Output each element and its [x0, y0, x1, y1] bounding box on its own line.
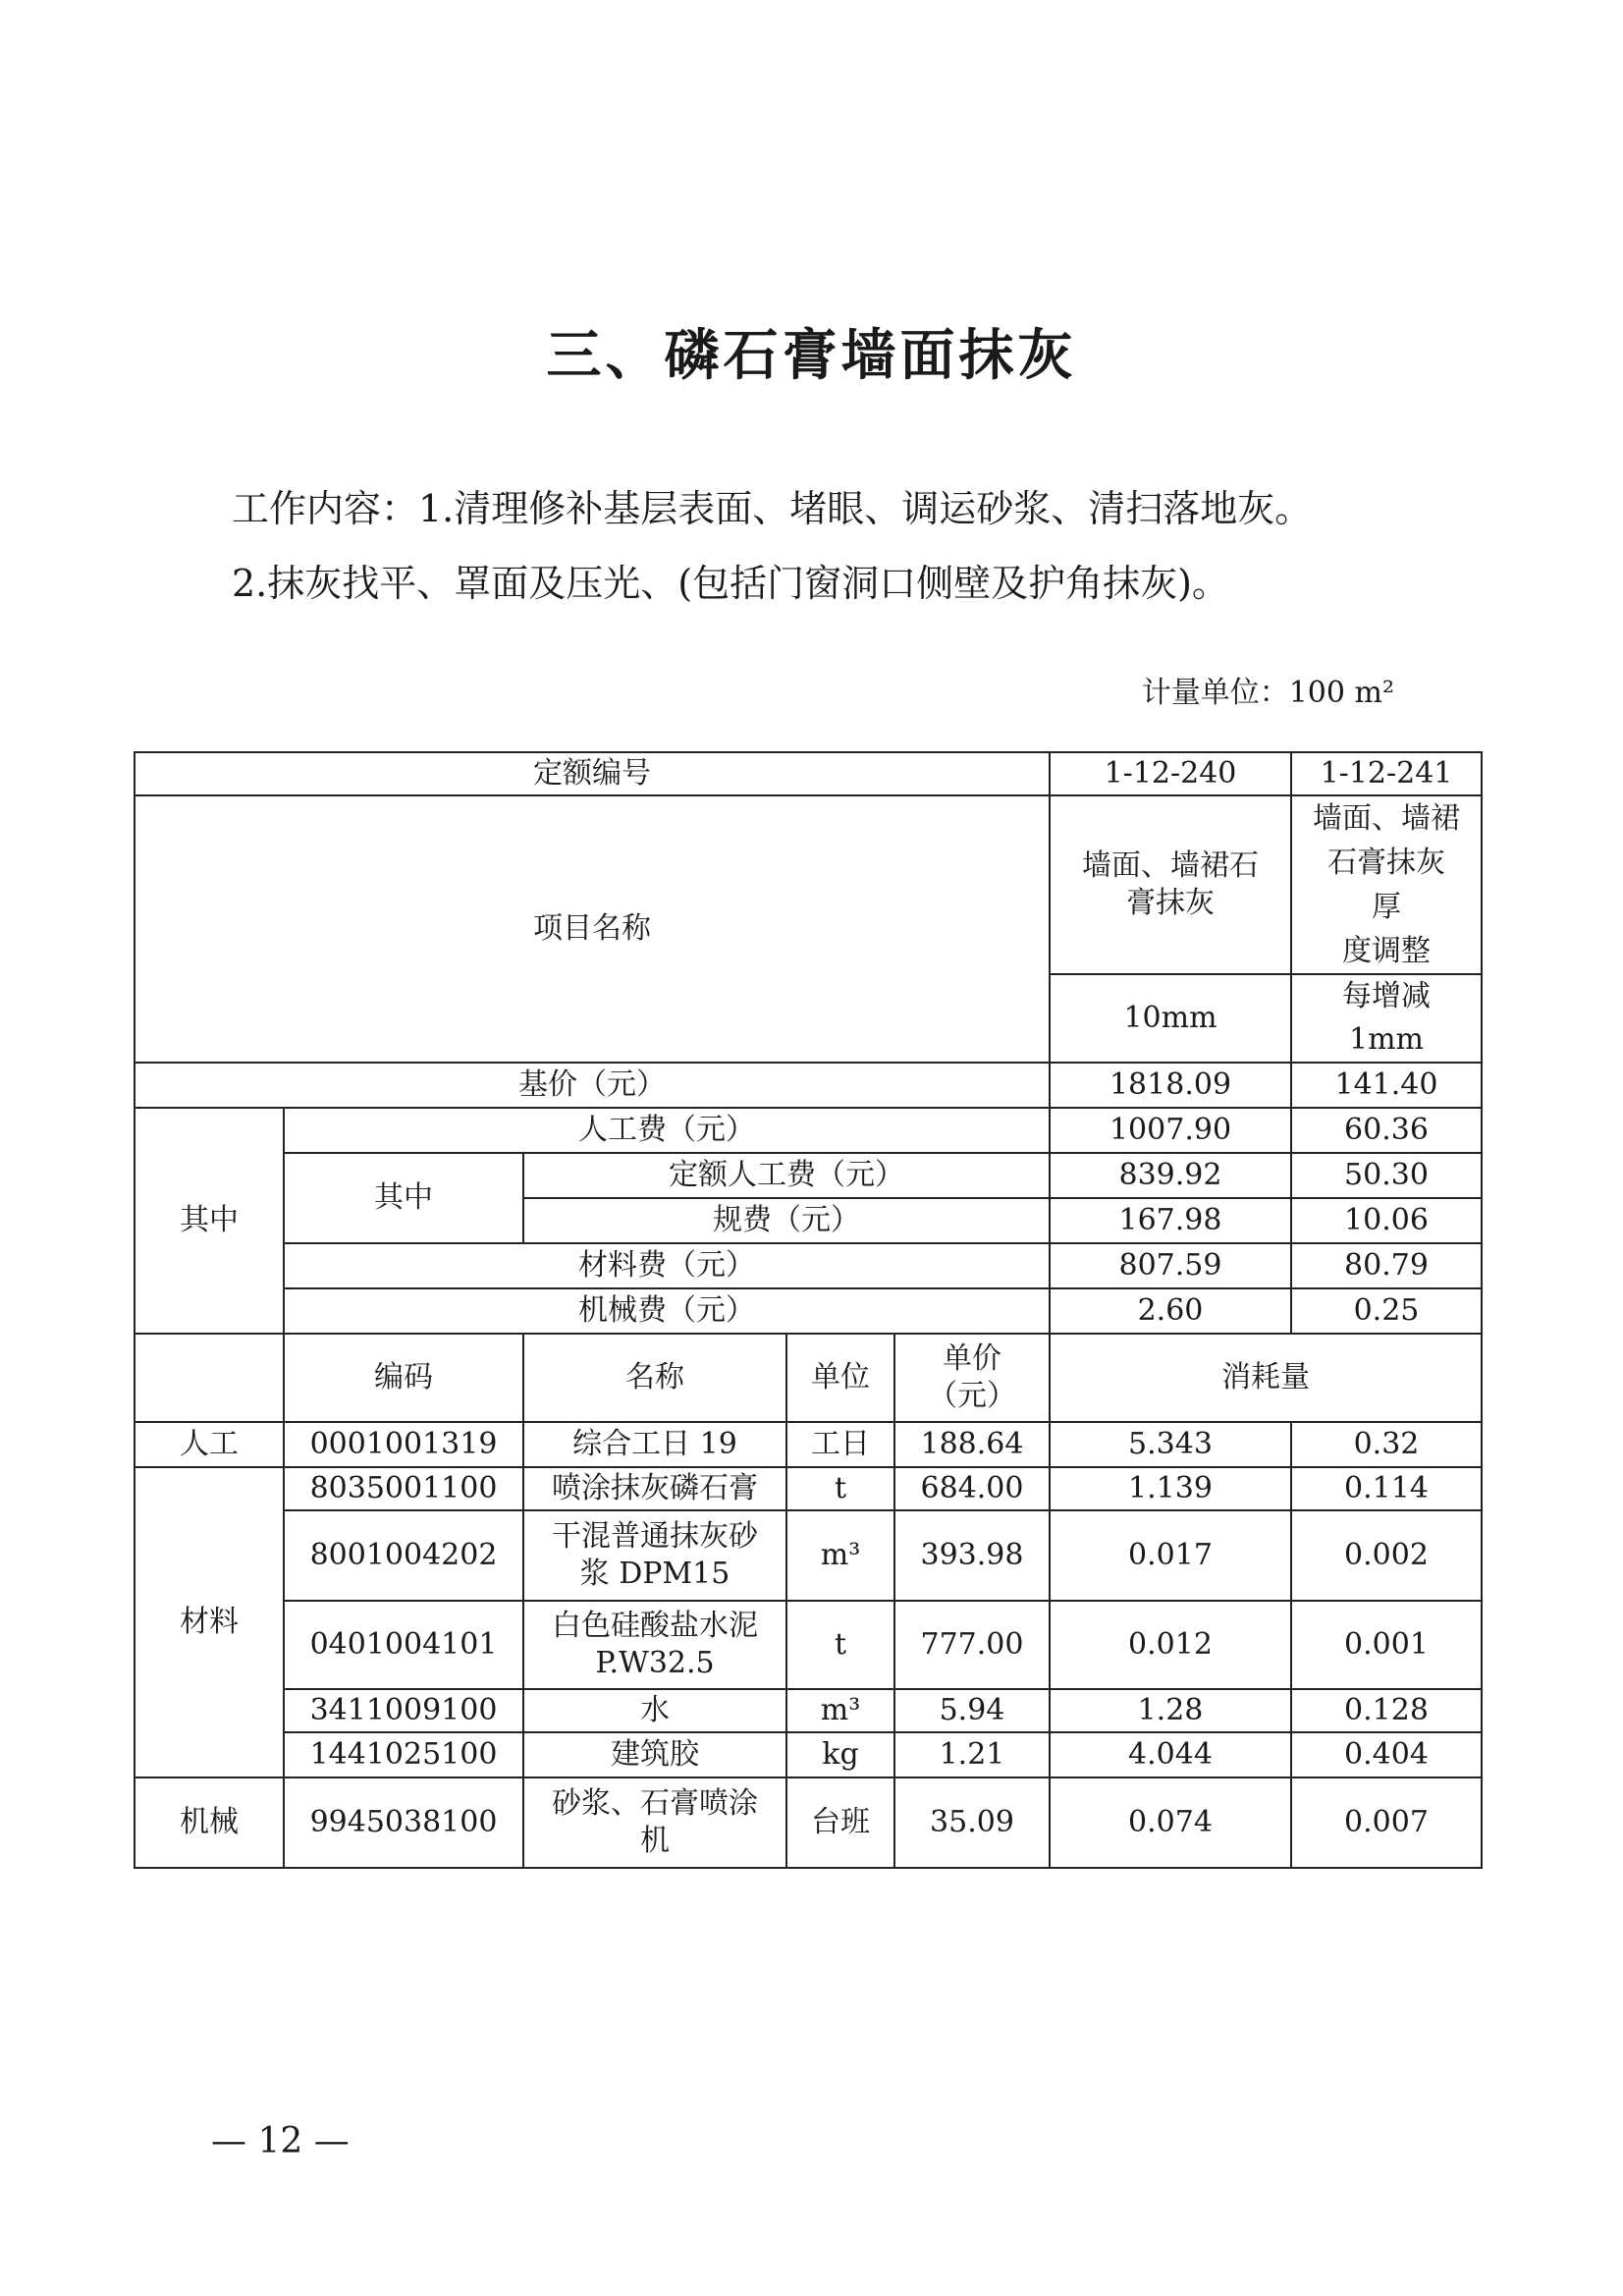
row-name: 白色硅酸盐水泥 P.W32.5 [523, 1601, 786, 1689]
item-name-1-line: 墙面、墙裙石 [1082, 848, 1259, 883]
materials-category-label: 材料 [135, 1467, 284, 1777]
table-row [135, 1732, 1482, 1777]
machinery-fee-value-2: 0.25 [1291, 1288, 1482, 1334]
base-price-value-1: 1818.09 [1050, 1063, 1291, 1108]
header-name: 名称 [523, 1334, 786, 1422]
measurement-unit-note: 计量单位：100 m² [1141, 676, 1394, 710]
of-which-label: 其中 [135, 1108, 284, 1334]
spec-2-line: 1mm [1349, 1022, 1424, 1057]
inner-of-which-label: 其中 [284, 1153, 523, 1243]
table-row [135, 1510, 1482, 1601]
regulation-fee-label: 规费（元） [523, 1198, 1050, 1243]
row-consumption-1: 5.343 [1050, 1422, 1291, 1467]
labor-fee-row [135, 1108, 1482, 1153]
quota-table [134, 709, 1483, 1869]
table-row [135, 1467, 1482, 1510]
row-consumption-2: 0.32 [1291, 1422, 1482, 1467]
item-name-1-line: 膏抹灰 [1126, 886, 1215, 920]
row-consumption-2: 0.128 [1291, 1689, 1482, 1732]
row-consumption-1: 1.28 [1050, 1689, 1291, 1732]
row-consumption-1: 4.044 [1050, 1732, 1291, 1777]
work-content-line-1: 工作内容：1.清理修补基层表面、堵眼、调运砂浆、清扫落地灰。 [232, 487, 1313, 530]
header-consumption: 消耗量 [1050, 1334, 1482, 1422]
header-code: 编码 [284, 1334, 523, 1422]
row-consumption-2: 0.001 [1291, 1601, 1482, 1689]
detail-header-blank [135, 1334, 284, 1422]
quota-labor-fee-value-2: 50.30 [1291, 1153, 1482, 1198]
item-name-2 [1291, 795, 1482, 974]
labor-fee-value-1: 1007.90 [1050, 1108, 1291, 1153]
row-unit: m³ [786, 1689, 894, 1732]
machinery-fee-label: 机械费（元） [284, 1288, 1050, 1334]
table-row [135, 1689, 1482, 1732]
row-consumption-1: 0.074 [1050, 1777, 1291, 1868]
item-name-2-line: 石膏抹灰 [1327, 846, 1445, 880]
row-name: 砂浆、石膏喷涂机 [523, 1777, 786, 1868]
row-name: 建筑胶 [523, 1732, 786, 1777]
row-code: 8001004202 [284, 1510, 523, 1601]
header-price [894, 1334, 1050, 1422]
spec-2 [1291, 974, 1482, 1063]
row-consumption-2: 0.007 [1291, 1777, 1482, 1868]
row-unit: 工日 [786, 1422, 894, 1467]
quota-labor-fee-value-1: 839.92 [1050, 1153, 1291, 1198]
row-price: 35.09 [894, 1777, 1050, 1868]
row-unit: m³ [786, 1510, 894, 1601]
base-price-row [135, 1063, 1482, 1108]
row-name: 干混普通抹灰砂浆 DPM15 [523, 1510, 786, 1601]
row-unit: t [786, 1601, 894, 1689]
item-name-2-line: 墙面、墙裙 [1313, 801, 1460, 836]
row-consumption-2: 0.404 [1291, 1732, 1482, 1777]
header-unit: 单位 [786, 1334, 894, 1422]
spec-2-line: 每增减 [1342, 979, 1431, 1013]
row-price: 1.21 [894, 1732, 1050, 1777]
quota-code-1: 1-12-240 [1050, 752, 1291, 795]
row-code: 0001001319 [284, 1422, 523, 1467]
row-price: 777.00 [894, 1601, 1050, 1689]
header-price-line: （元） [928, 1379, 1016, 1413]
row-name: 喷涂抹灰磷石膏 [523, 1467, 786, 1510]
base-price-label: 基价（元） [135, 1063, 1050, 1108]
row-price: 5.94 [894, 1689, 1050, 1732]
work-content-line-2: 2.抹灰找平、罩面及压光、(包括门窗洞口侧壁及护角抹灰)。 [232, 562, 1229, 605]
row-code: 8035001100 [284, 1467, 523, 1510]
row-consumption-1: 0.017 [1050, 1510, 1291, 1601]
row-unit: kg [786, 1732, 894, 1777]
material-fee-value-2: 80.79 [1291, 1243, 1482, 1288]
row-code: 9945038100 [284, 1777, 523, 1868]
machinery-category-label: 机械 [135, 1777, 284, 1868]
item-name-2-line: 厚 [1372, 890, 1401, 924]
material-fee-value-1: 807.59 [1050, 1243, 1291, 1288]
quota-number-label: 定额编号 [135, 752, 1050, 795]
row-price: 188.64 [894, 1422, 1050, 1467]
item-name-label: 项目名称 [135, 795, 1050, 1063]
row-consumption-1: 1.139 [1050, 1467, 1291, 1510]
labor-category-label: 人工 [135, 1422, 284, 1467]
base-price-value-2: 141.40 [1291, 1063, 1482, 1108]
quota-code-2: 1-12-241 [1291, 752, 1482, 795]
page-number: — 12 — [211, 2121, 350, 2161]
row-consumption-2: 0.002 [1291, 1510, 1482, 1601]
section-title: 三、磷石膏墙面抹灰 [546, 324, 1077, 388]
row-unit: 台班 [786, 1777, 894, 1868]
row-price: 393.98 [894, 1510, 1050, 1601]
regulation-fee-value-1: 167.98 [1050, 1198, 1291, 1243]
item-name-2-line: 度调整 [1342, 934, 1431, 968]
quota-labor-fee-label: 定额人工费（元） [523, 1153, 1050, 1198]
machinery-fee-value-1: 2.60 [1050, 1288, 1291, 1334]
row-code: 3411009100 [284, 1689, 523, 1732]
labor-fee-value-2: 60.36 [1291, 1108, 1482, 1153]
row-unit: t [786, 1467, 894, 1510]
table-row [135, 1601, 1482, 1689]
item-name-row [135, 795, 1482, 974]
detail-header-row [135, 1334, 1482, 1422]
item-name-1 [1050, 795, 1291, 974]
row-name: 综合工日 19 [523, 1422, 786, 1467]
quota-labor-fee-row [135, 1153, 1482, 1198]
table-row [135, 1777, 1482, 1868]
material-fee-row [135, 1243, 1482, 1288]
quota-number-row [135, 752, 1482, 795]
row-consumption-2: 0.114 [1291, 1467, 1482, 1510]
row-consumption-1: 0.012 [1050, 1601, 1291, 1689]
row-price: 684.00 [894, 1467, 1050, 1510]
spec-1: 10mm [1050, 974, 1291, 1063]
regulation-fee-value-2: 10.06 [1291, 1198, 1482, 1243]
row-name: 水 [523, 1689, 786, 1732]
row-code: 1441025100 [284, 1732, 523, 1777]
header-price-line: 单价 [943, 1341, 1001, 1376]
table-row [135, 1422, 1482, 1467]
row-code: 0401004101 [284, 1601, 523, 1689]
labor-fee-label: 人工费（元） [284, 1108, 1050, 1153]
machinery-fee-row [135, 1288, 1482, 1334]
material-fee-label: 材料费（元） [284, 1243, 1050, 1288]
